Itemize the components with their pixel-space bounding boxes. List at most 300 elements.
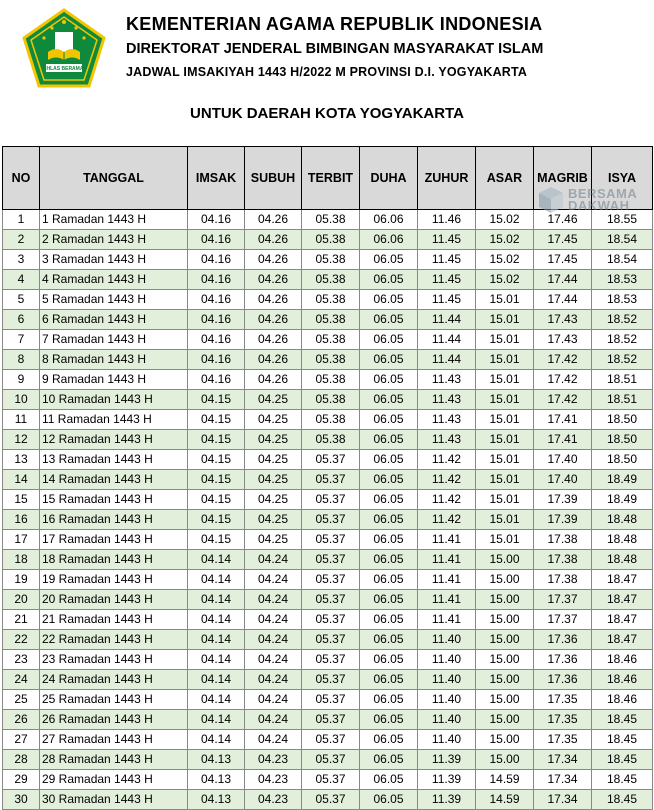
table-row [3,490,653,510]
cell-no: 16 [3,510,40,530]
cell-tanggal: 7 Ramadan 1443 H [40,330,188,350]
cell-tanggal: 24 Ramadan 1443 H [40,670,188,690]
cell-tanggal: 2 Ramadan 1443 H [40,230,188,250]
cell-asar: 15.02 [476,270,534,290]
cell-zuhur: 11.42 [418,490,476,510]
cell-terbit: 05.38 [302,270,360,290]
table-row [3,410,653,430]
cell-asar: 15.00 [476,690,534,710]
cell-magrib: 17.43 [534,330,592,350]
cell-terbit: 05.38 [302,430,360,450]
table-row [3,510,653,530]
cell-terbit: 05.37 [302,630,360,650]
cell-imsak: 04.16 [188,210,245,230]
table-row [3,270,653,290]
directorate-title: DIREKTORAT JENDERAL BIMBINGAN MASYARAKAT ISLAM [126,41,544,57]
cell-zuhur: 11.40 [418,710,476,730]
cell-terbit: 05.37 [302,650,360,670]
cell-duha: 06.05 [360,270,418,290]
cell-magrib: 17.36 [534,630,592,650]
cell-duha: 06.05 [360,570,418,590]
cell-imsak: 04.14 [188,690,245,710]
cell-zuhur: 11.41 [418,570,476,590]
table-row [3,550,653,570]
cell-tanggal: 30 Ramadan 1443 H [40,790,188,810]
cell-imsak: 04.16 [188,230,245,250]
cell-subuh: 04.25 [245,430,302,450]
table-row [3,710,653,730]
cell-subuh: 04.26 [245,370,302,390]
cell-tanggal: 4 Ramadan 1443 H [40,270,188,290]
document-header [0,0,654,145]
cell-terbit: 05.37 [302,750,360,770]
cell-zuhur: 11.41 [418,550,476,570]
cell-subuh: 04.24 [245,650,302,670]
cell-imsak: 04.14 [188,670,245,690]
cell-zuhur: 11.42 [418,510,476,530]
cell-tanggal: 21 Ramadan 1443 H [40,610,188,630]
cell-imsak: 04.15 [188,450,245,470]
table-row [3,750,653,770]
cell-subuh: 04.24 [245,630,302,650]
cell-tanggal: 9 Ramadan 1443 H [40,370,188,390]
cell-zuhur: 11.43 [418,430,476,450]
cell-subuh: 04.26 [245,350,302,370]
cell-terbit: 05.37 [302,690,360,710]
cell-imsak: 04.13 [188,770,245,790]
cell-duha: 06.05 [360,430,418,450]
cell-no: 8 [3,350,40,370]
cell-magrib: 17.41 [534,410,592,430]
cell-imsak: 04.16 [188,350,245,370]
cell-magrib: 17.46 [534,210,592,230]
cell-duha: 06.05 [360,490,418,510]
cell-duha: 06.05 [360,650,418,670]
cell-subuh: 04.24 [245,710,302,730]
column-header-tanggal: TANGGAL [40,147,188,210]
cell-subuh: 04.25 [245,450,302,470]
cell-terbit: 05.37 [302,570,360,590]
cell-no: 15 [3,490,40,510]
table-row [3,430,653,450]
cell-imsak: 04.15 [188,430,245,450]
cell-magrib: 17.45 [534,230,592,250]
column-header-subuh: SUBUH [245,147,302,210]
cell-no: 19 [3,570,40,590]
cell-magrib: 17.44 [534,270,592,290]
table-row [3,450,653,470]
cell-magrib: 17.44 [534,290,592,310]
cell-isya: 18.47 [592,630,653,650]
header-titles [126,12,543,80]
cell-duha: 06.05 [360,370,418,390]
cell-isya: 18.46 [592,690,653,710]
column-header-asar: ASAR [476,147,534,210]
cell-zuhur: 11.40 [418,730,476,750]
cell-isya: 18.47 [592,610,653,630]
cell-terbit: 05.37 [302,770,360,790]
cell-magrib: 17.35 [534,690,592,710]
logo-text: IKHLAS BERAMAL [41,66,87,72]
cell-zuhur: 11.44 [418,330,476,350]
cell-asar: 15.01 [476,450,534,470]
cell-isya: 18.54 [592,250,653,270]
cell-tanggal: 14 Ramadan 1443 H [40,470,188,490]
cell-magrib: 17.39 [534,490,592,510]
cell-zuhur: 11.41 [418,590,476,610]
cell-no: 27 [3,730,40,750]
cell-subuh: 04.25 [245,390,302,410]
cell-imsak: 04.16 [188,290,245,310]
cell-asar: 15.01 [476,370,534,390]
watermark [538,186,648,216]
cell-isya: 18.52 [592,310,653,330]
column-header-magrib: MAGRIB [534,147,592,210]
cell-imsak: 04.16 [188,330,245,350]
table-row [3,250,653,270]
watermark-line-2: DAKWAH [568,198,630,213]
cell-no: 28 [3,750,40,770]
cell-duha: 06.05 [360,310,418,330]
cell-imsak: 04.15 [188,470,245,490]
cell-duha: 06.05 [360,390,418,410]
schedule-title: JADWAL IMSAKIYAH 1443 H/2022 M PROVINSI D.I. YOGYAKARTA [126,65,528,79]
cell-subuh: 04.23 [245,770,302,790]
cell-duha: 06.05 [360,530,418,550]
cell-isya: 18.53 [592,290,653,310]
cell-terbit: 05.38 [302,390,360,410]
cell-no: 1 [3,210,40,230]
cell-no: 20 [3,590,40,610]
cell-magrib: 17.38 [534,530,592,550]
cell-no: 29 [3,770,40,790]
column-header-no: NO [3,147,40,210]
cell-no: 22 [3,630,40,650]
cell-zuhur: 11.45 [418,290,476,310]
cell-zuhur: 11.45 [418,270,476,290]
cell-magrib: 17.40 [534,450,592,470]
cell-imsak: 04.16 [188,310,245,330]
cell-tanggal: 27 Ramadan 1443 H [40,730,188,750]
cell-magrib: 17.45 [534,250,592,270]
cell-isya: 18.51 [592,390,653,410]
cell-duha: 06.05 [360,690,418,710]
cell-no: 11 [3,410,40,430]
cell-imsak: 04.16 [188,370,245,390]
cell-magrib: 17.42 [534,390,592,410]
cell-duha: 06.05 [360,610,418,630]
cell-subuh: 04.23 [245,790,302,810]
cell-terbit: 05.37 [302,450,360,470]
cell-subuh: 04.24 [245,730,302,750]
kementerian-agama-emblem-icon [22,8,106,88]
cell-asar: 15.00 [476,670,534,690]
cell-zuhur: 11.41 [418,610,476,630]
column-header-terbit: TERBIT [302,147,360,210]
cell-tanggal: 8 Ramadan 1443 H [40,350,188,370]
cell-zuhur: 11.43 [418,390,476,410]
cell-imsak: 04.15 [188,410,245,430]
cell-isya: 18.45 [592,750,653,770]
cell-zuhur: 11.42 [418,450,476,470]
table-row [3,570,653,590]
cell-imsak: 04.14 [188,550,245,570]
cell-magrib: 17.42 [534,370,592,390]
cell-no: 26 [3,710,40,730]
cell-tanggal: 26 Ramadan 1443 H [40,710,188,730]
cell-asar: 14.59 [476,790,534,810]
cell-duha: 06.05 [360,450,418,470]
table-row [3,650,653,670]
cell-tanggal: 3 Ramadan 1443 H [40,250,188,270]
cell-isya: 18.47 [592,590,653,610]
cell-duha: 06.05 [360,290,418,310]
column-header-imsak: IMSAK [188,147,245,210]
cell-tanggal: 28 Ramadan 1443 H [40,750,188,770]
cell-subuh: 04.26 [245,330,302,350]
cell-magrib: 17.38 [534,550,592,570]
cell-magrib: 17.35 [534,730,592,750]
table-row [3,690,653,710]
cell-tanggal: 17 Ramadan 1443 H [40,530,188,550]
cell-asar: 15.01 [476,290,534,310]
imsakiyah-table [2,146,653,810]
cell-duha: 06.05 [360,770,418,790]
table-row [3,390,653,410]
cell-isya: 18.49 [592,490,653,510]
cell-isya: 18.53 [592,270,653,290]
table-row [3,350,653,370]
cell-isya: 18.51 [592,370,653,390]
cell-asar: 15.00 [476,630,534,650]
cell-terbit: 05.38 [302,330,360,350]
cell-tanggal: 11 Ramadan 1443 H [40,410,188,430]
cell-subuh: 04.25 [245,490,302,510]
table-row [3,670,653,690]
cell-duha: 06.05 [360,350,418,370]
cell-duha: 06.05 [360,670,418,690]
cell-no: 7 [3,330,40,350]
cell-duha: 06.05 [360,470,418,490]
cell-imsak: 04.13 [188,750,245,770]
cell-asar: 15.01 [476,510,534,530]
cell-terbit: 05.37 [302,530,360,550]
table-row [3,310,653,330]
cell-tanggal: 18 Ramadan 1443 H [40,550,188,570]
cell-subuh: 04.24 [245,610,302,630]
table-row [3,770,653,790]
cell-duha: 06.05 [360,790,418,810]
cell-zuhur: 11.40 [418,690,476,710]
cell-magrib: 17.36 [534,670,592,690]
cell-no: 12 [3,430,40,450]
cell-asar: 15.01 [476,470,534,490]
cell-zuhur: 11.45 [418,250,476,270]
cell-imsak: 04.14 [188,710,245,730]
cell-zuhur: 11.41 [418,530,476,550]
cell-isya: 18.52 [592,330,653,350]
cell-no: 2 [3,230,40,250]
cell-asar: 15.00 [476,570,534,590]
cell-no: 13 [3,450,40,470]
cell-magrib: 17.43 [534,310,592,330]
cell-terbit: 05.38 [302,210,360,230]
cell-tanggal: 15 Ramadan 1443 H [40,490,188,510]
cell-magrib: 17.40 [534,470,592,490]
cell-imsak: 04.14 [188,650,245,670]
cell-subuh: 04.24 [245,670,302,690]
cell-no: 3 [3,250,40,270]
cell-magrib: 17.36 [534,650,592,670]
cell-imsak: 04.14 [188,610,245,630]
cell-duha: 06.05 [360,730,418,750]
cell-asar: 15.00 [476,610,534,630]
cell-asar: 15.00 [476,750,534,770]
cell-subuh: 04.25 [245,410,302,430]
cell-imsak: 04.15 [188,530,245,550]
cell-subuh: 04.26 [245,250,302,270]
cell-terbit: 05.37 [302,470,360,490]
cell-isya: 18.48 [592,530,653,550]
cell-asar: 15.01 [476,410,534,430]
cell-magrib: 17.37 [534,590,592,610]
cell-tanggal: 12 Ramadan 1443 H [40,430,188,450]
table-row [3,470,653,490]
cell-isya: 18.48 [592,550,653,570]
cell-no: 4 [3,270,40,290]
cell-terbit: 05.38 [302,250,360,270]
cell-zuhur: 11.43 [418,370,476,390]
cell-subuh: 04.24 [245,590,302,610]
cell-tanggal: 6 Ramadan 1443 H [40,310,188,330]
cell-terbit: 05.37 [302,550,360,570]
cell-tanggal: 13 Ramadan 1443 H [40,450,188,470]
cell-terbit: 05.37 [302,490,360,510]
cell-duha: 06.05 [360,250,418,270]
cell-zuhur: 11.40 [418,650,476,670]
cell-zuhur: 11.44 [418,350,476,370]
cell-no: 21 [3,610,40,630]
cell-asar: 15.00 [476,710,534,730]
cell-imsak: 04.16 [188,250,245,270]
cell-tanggal: 5 Ramadan 1443 H [40,290,188,310]
cell-magrib: 17.34 [534,770,592,790]
cell-tanggal: 22 Ramadan 1443 H [40,630,188,650]
column-header-isya: ISYA [592,147,653,210]
cell-no: 6 [3,310,40,330]
cell-duha: 06.05 [360,590,418,610]
table-row [3,630,653,650]
cell-terbit: 05.37 [302,510,360,530]
cell-terbit: 05.38 [302,370,360,390]
cell-duha: 06.05 [360,710,418,730]
cell-isya: 18.49 [592,470,653,490]
cell-tanggal: 1 Ramadan 1443 H [40,210,188,230]
cell-imsak: 04.14 [188,570,245,590]
cell-asar: 15.01 [476,310,534,330]
cell-duha: 06.05 [360,410,418,430]
cell-asar: 15.01 [476,330,534,350]
cell-asar: 15.02 [476,230,534,250]
cell-zuhur: 11.46 [418,210,476,230]
cell-duha: 06.05 [360,550,418,570]
cell-terbit: 05.37 [302,610,360,630]
cell-asar: 15.00 [476,730,534,750]
cell-magrib: 17.37 [534,610,592,630]
cell-magrib: 17.34 [534,790,592,810]
cell-magrib: 17.39 [534,510,592,530]
table-row [3,590,653,610]
cell-zuhur: 11.44 [418,310,476,330]
cell-subuh: 04.23 [245,750,302,770]
cell-subuh: 04.26 [245,270,302,290]
table-row [3,290,653,310]
cell-tanggal: 25 Ramadan 1443 H [40,690,188,710]
cell-terbit: 05.38 [302,410,360,430]
cell-isya: 18.45 [592,770,653,790]
cell-no: 14 [3,470,40,490]
cell-zuhur: 11.40 [418,630,476,650]
cell-zuhur: 11.45 [418,230,476,250]
cell-isya: 18.45 [592,710,653,730]
cell-imsak: 04.14 [188,630,245,650]
cell-imsak: 04.14 [188,730,245,750]
cell-zuhur: 11.39 [418,790,476,810]
cell-no: 9 [3,370,40,390]
cell-duha: 06.05 [360,750,418,770]
cell-terbit: 05.37 [302,590,360,610]
cell-isya: 18.48 [592,510,653,530]
cell-isya: 18.55 [592,210,653,230]
cell-tanggal: 29 Ramadan 1443 H [40,770,188,790]
cell-asar: 15.01 [476,490,534,510]
cell-terbit: 05.37 [302,790,360,810]
cell-asar: 15.01 [476,430,534,450]
cell-tanggal: 20 Ramadan 1443 H [40,590,188,610]
table-row [3,370,653,390]
watermark-line-1: BERSAMA [568,186,638,201]
cell-magrib: 17.35 [534,710,592,730]
cell-isya: 18.46 [592,650,653,670]
table-row [3,730,653,750]
cell-duha: 06.05 [360,330,418,350]
cell-subuh: 04.26 [245,290,302,310]
cell-subuh: 04.25 [245,470,302,490]
cell-isya: 18.50 [592,430,653,450]
cell-duha: 06.06 [360,210,418,230]
cell-isya: 18.50 [592,450,653,470]
watermark-cube-icon [538,186,564,214]
cell-terbit: 05.38 [302,350,360,370]
cell-isya: 18.45 [592,790,653,810]
cell-imsak: 04.14 [188,590,245,610]
cell-tanggal: 23 Ramadan 1443 H [40,650,188,670]
cell-isya: 18.54 [592,230,653,250]
cell-isya: 18.46 [592,670,653,690]
column-header-duha: DUHA [360,147,418,210]
cell-zuhur: 11.40 [418,670,476,690]
cell-zuhur: 11.43 [418,410,476,430]
cell-duha: 06.05 [360,630,418,650]
cell-zuhur: 11.39 [418,770,476,790]
cell-subuh: 04.24 [245,550,302,570]
cell-no: 17 [3,530,40,550]
table-row [3,610,653,630]
cell-subuh: 04.25 [245,530,302,550]
cell-terbit: 05.37 [302,710,360,730]
cell-terbit: 05.37 [302,730,360,750]
cell-isya: 18.50 [592,410,653,430]
